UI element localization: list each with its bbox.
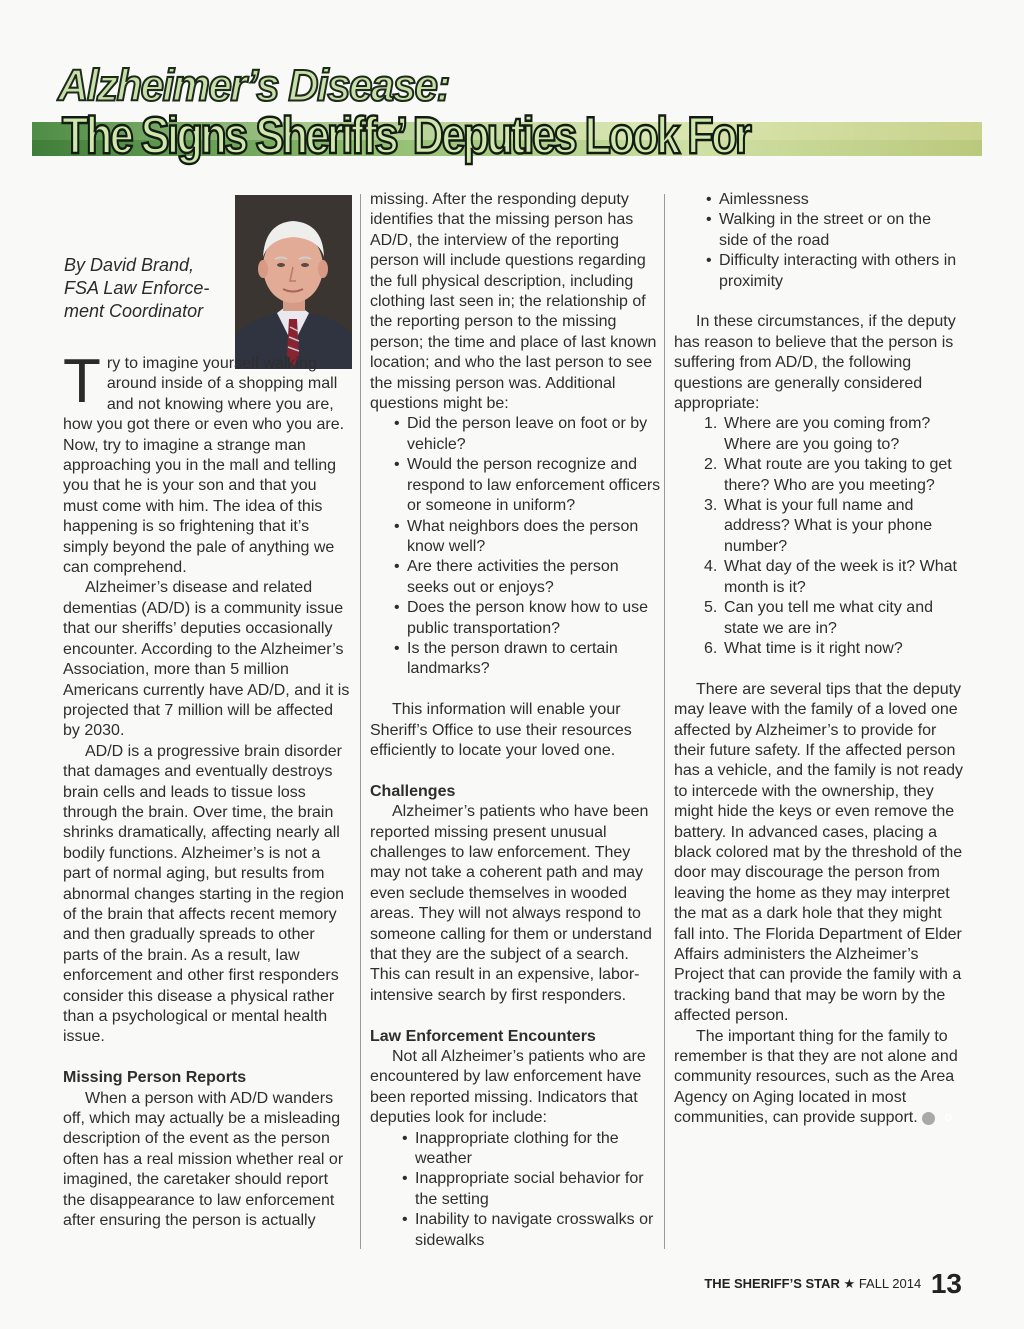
list-item: • Does the person know how to use public transportation?: [394, 598, 662, 639]
list-item: • Is the person drawn to certain landmarks?: [394, 639, 662, 680]
column-3: [674, 190, 964, 1129]
drop-cap: T: [63, 347, 101, 416]
byline-line: ment Coordinator: [64, 301, 204, 321]
indicator-list: [370, 1129, 662, 1251]
list-item: 3. What is your full name and address? What is your phone number?: [704, 497, 933, 555]
list-item: 6. What time is it right now?: [704, 639, 903, 657]
list-item: • Did the person leave on foot or by vehicle?: [394, 414, 662, 455]
paragraph: There are several tips that the deputy may leave with the family of a loved one affected by Alzheimer’s to provide for their future safety. If the affected person has a vehicle, and the family is not ready to intercede with the ownership, they might hide the keys or even remove the battery. In advanced cases, placing a black colored mat by the threshold of the door may discourage the person from leaving the home as they may interpret the mat as a dark hole that they might fall into. The Florida Department of Elder Affairs administers the Alzheimer’s Project that can provide the family with a tracking band that may be worn by the affected person.: [674, 680, 964, 1025]
paragraph: When a person with AD/D wanders off, which may actually be a misleading description of the event as the person often has a real mission whether real or imagined, the caretaker should report the disappearance to law enforcement after ensuring the person is actually: [63, 1089, 344, 1230]
section-heading: Law Enforcement Encounters: [370, 1027, 596, 1045]
column-1: [63, 347, 351, 1231]
list-item: • Are there activities the person seeks out or enjoys?: [394, 557, 662, 598]
list-item: • Would the person recognize and respond to law enforcement officers or someone in uniform?: [394, 455, 662, 516]
end-of-article-icon: ✪: [922, 1112, 935, 1125]
page-footer: [704, 1268, 962, 1300]
list-item: 5. Can you tell me what city and state we are in?: [704, 599, 933, 637]
paragraph: Not all Alzheimer’s patients who are encountered by law enforcement have been reported missing. Indicators that deputies look for include:: [370, 1048, 646, 1127]
title-line-1: Alzheimer’s Disease:: [58, 60, 450, 111]
intro-paragraph: [63, 347, 351, 578]
author-portrait-image: [235, 195, 352, 369]
star-icon: ★: [843, 1276, 856, 1291]
list-item: • Difficulty interacting with others in proximity: [706, 251, 964, 292]
column-divider: [664, 194, 665, 1249]
list-item: • Inappropriate social behavior for the setting: [402, 1169, 662, 1210]
list-item: • Aimlessness: [706, 190, 964, 210]
column-divider: [360, 194, 361, 1249]
question-list: [370, 414, 662, 679]
author-photo: [235, 195, 352, 369]
column-2: [370, 190, 662, 1251]
section-heading: Challenges: [370, 782, 456, 800]
list-item: • Inappropriate clothing for the weather: [402, 1129, 662, 1170]
publication-name: THE SHERIFF’S STAR: [704, 1276, 840, 1291]
paragraph: In these circumstances, if the deputy has reason to believe that the person is suffering from AD/D, the following questions are generally considered appropriate:: [674, 313, 956, 413]
byline-line: By David Brand,: [64, 255, 195, 275]
list-item: • Inability to navigate crosswalks or sidewalks: [402, 1210, 662, 1251]
list-item: 4. What day of the week is it? What month is it?: [704, 558, 957, 596]
byline-line: FSA Law Enforce-: [64, 278, 210, 298]
issue-season: FALL 2014: [858, 1276, 922, 1291]
paragraph: Alzheimer’s disease and related dementias (AD/D) is a community issue that our sheriffs’ deputies occasionally encounter. According to the Alzheimer’s Association, more than 5 million Americans currently have AD/D, and it is projected that 7 million will be affected by 2030.: [63, 579, 350, 740]
list-item: • What neighbors does the person know well?: [394, 517, 662, 558]
indicator-list-continued: [674, 190, 964, 292]
page-number: 13: [930, 1268, 962, 1299]
title-line-2: The Signs Sheriffs’ Deputies Look For: [62, 107, 750, 165]
paragraph: missing. After the responding deputy identifies that the missing person has AD/D, the interview of the reporting person will include questions regarding the full physical description, including clothing last seen in; the relationship of the reporting person to the missing person; the time and place of last known location; and who the last person to see the missing person was. Additional questions might be:: [370, 191, 657, 413]
paragraph: The important thing for the family to remember is that they are not alone and community resources, such as the Area Agency on Aging located in most communities, can provide support. ✪: [674, 1027, 958, 1127]
paragraph: Alzheimer’s patients who have been reported missing present unusual challenges to law enforcement. They may not take a coherent path and may even seclude themselves in wooded areas. They will not always respond to someone calling for them or understand that they are the subject of a search. This can result in an expensive, labor-intensive search by first responders.: [370, 803, 652, 1004]
list-item: • Walking in the street or on the side of the road: [706, 210, 964, 251]
list-item: 1. Where are you coming from? Where are you going to?: [704, 415, 931, 453]
numbered-question-list: [674, 414, 964, 659]
byline: [64, 254, 234, 323]
paragraph: AD/D is a progressive brain disorder that damages and eventually destroys brain cells and leads to tissue loss through the brain. Over time, the brain shrinks dramatically, affecting nearly all bodily functions. Alzheimer’s is not a part of normal aging, but results from abnormal changes starting in the region of the brain that affects recent memory and then gradually spreads to other parts of the brain. As a result, law enforcement and other first responders consider this disease a physical rather than a psychological or mental health issue.: [63, 742, 345, 1046]
section-heading: Missing Person Reports: [63, 1069, 247, 1087]
list-item: 2. What route are you taking to get there? Who are you meeting?: [704, 456, 952, 494]
paragraph: This information will enable your Sheriff’s Office to use their resources efficiently to locate your loved one.: [370, 701, 632, 759]
intro-text: ry to imagine yourself walking around inside of a shopping mall and not knowing where you are, how you got there or even who you are. Now, try to imagine a strange man approaching you in the mall and telling you that he is your son and that you must come with him. The idea of this happening is so frightening that it’s simply beyond the pale of anything we can comprehend.: [63, 355, 345, 577]
